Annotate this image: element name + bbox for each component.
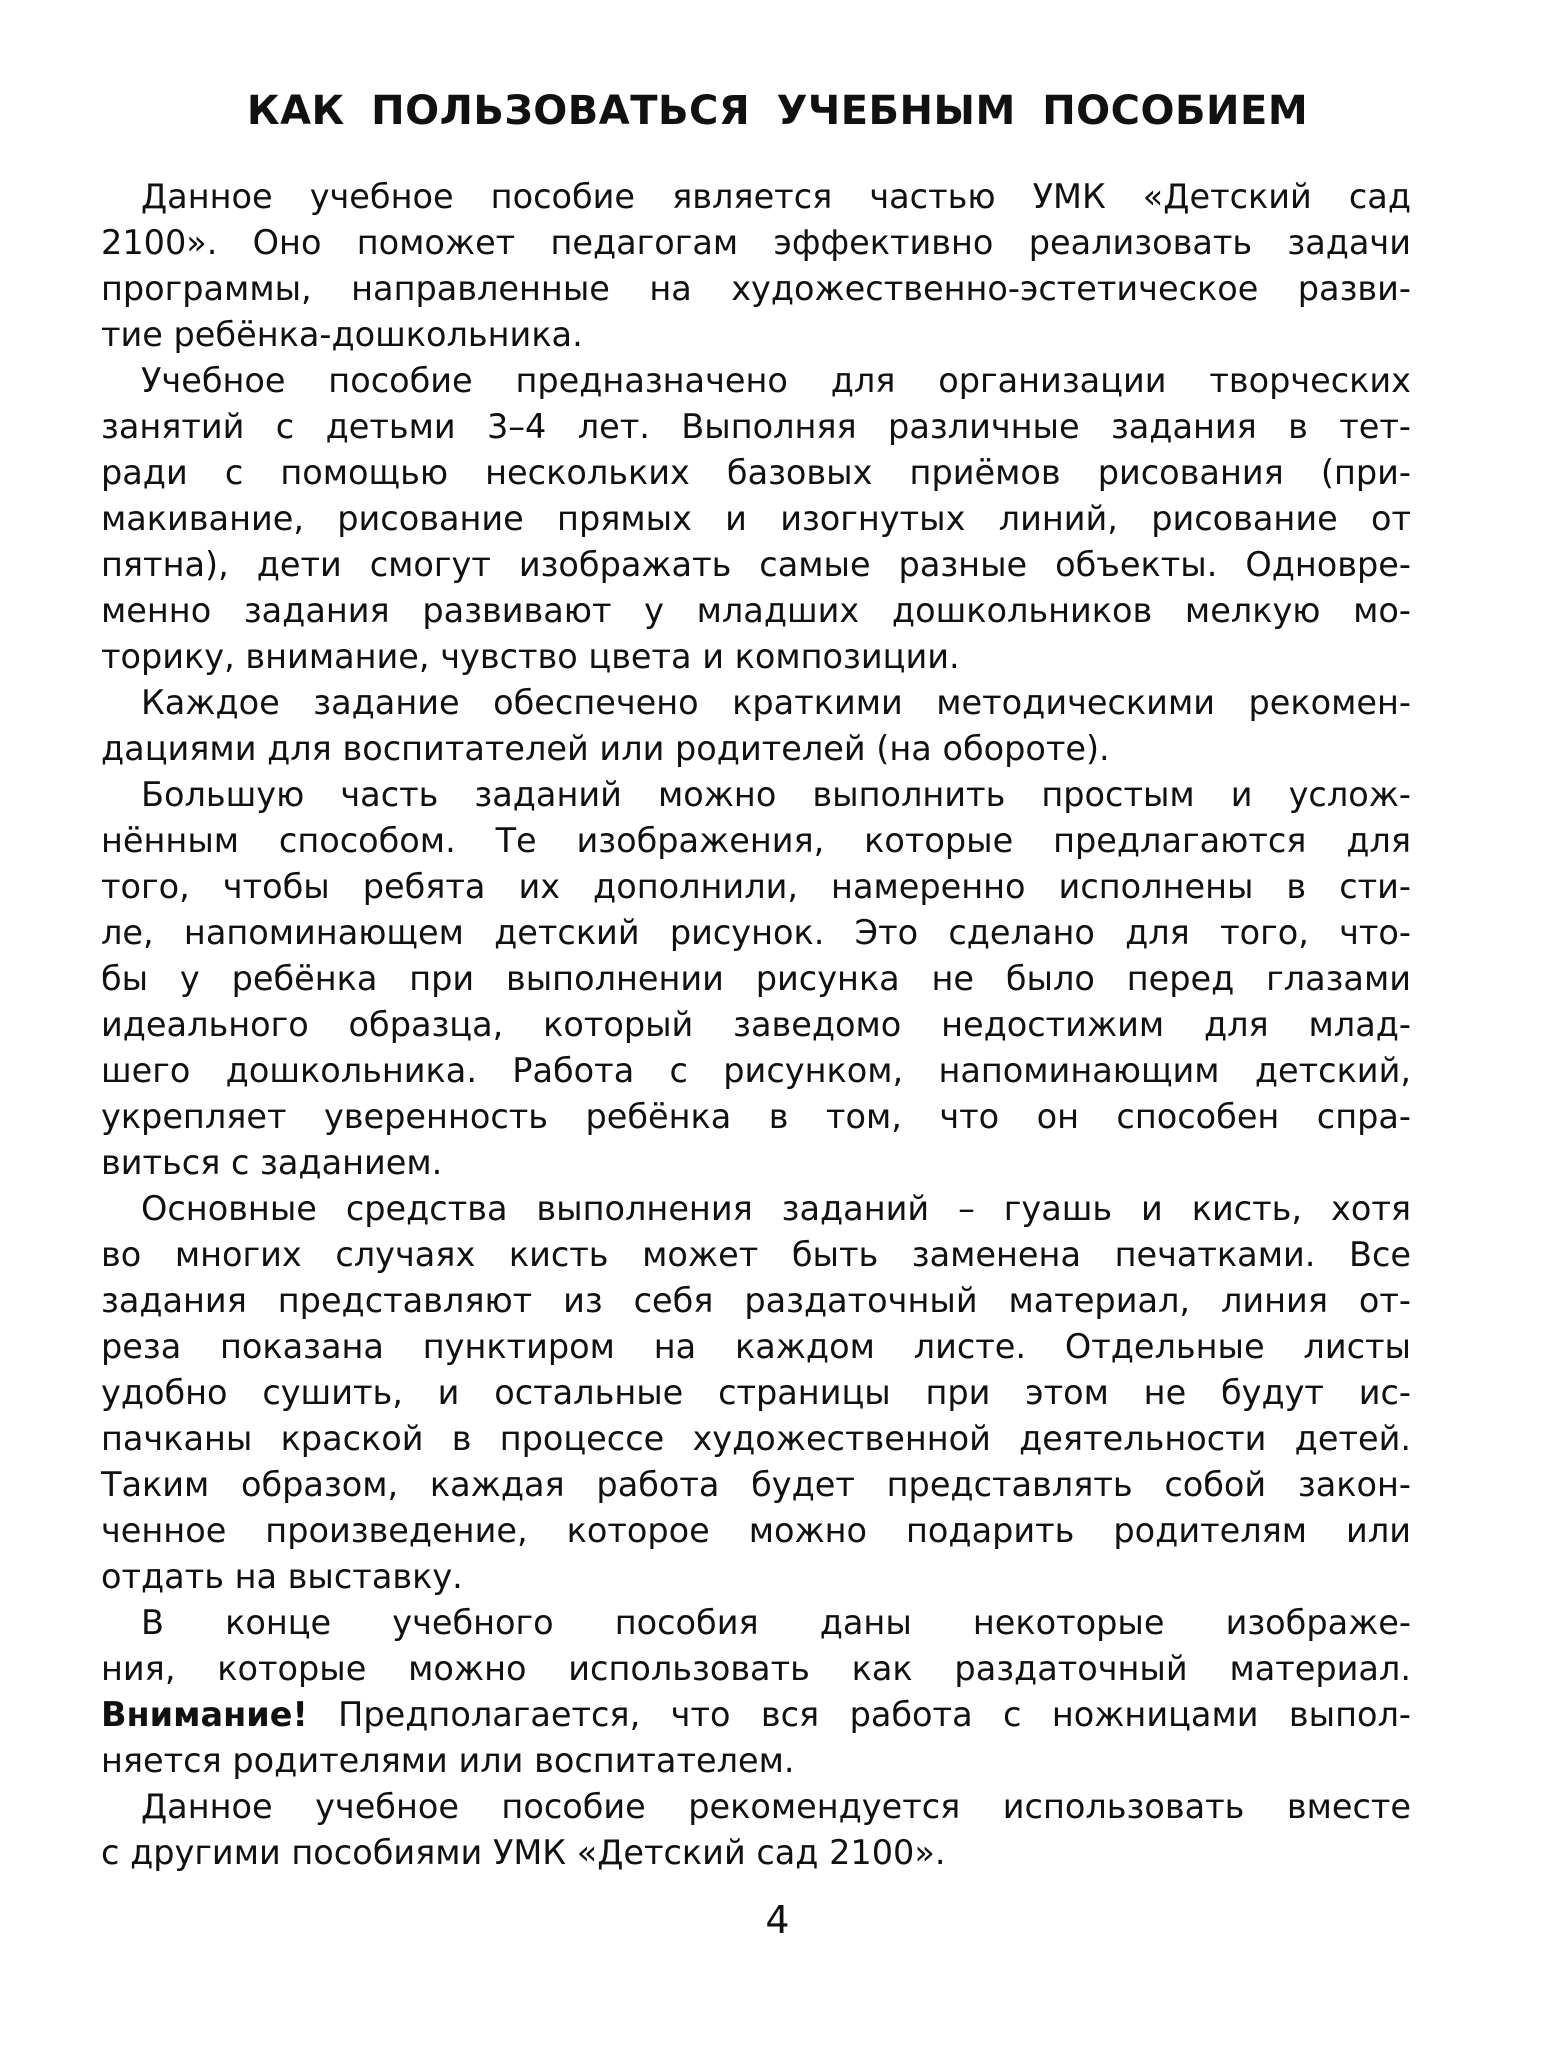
text-line: задания представляют из себя раздаточный материал, линия от- (101, 1281, 1411, 1320)
text-line: укрепляет уверенность ребёнка в том, что он способен спра- (101, 1097, 1411, 1136)
text-line: шего дошкольника. Работа с рисунком, напоминающим детский, (101, 1051, 1411, 1090)
text-line: идеального образца, который заведомо недостижим для млад- (101, 1005, 1411, 1044)
page-title: КАК ПОЛЬЗОВАТЬСЯ УЧЕБНЫМ ПОСОБИЕМ (246, 88, 1309, 134)
text-line: дациями для воспитателей или родителей (на обороте). (101, 729, 1110, 768)
text-line: реза показана пунктиром на каждом листе. Отдельные листы (101, 1327, 1411, 1366)
text-run: Предполагается, что вся работа с ножницами выпол- (307, 1695, 1411, 1734)
text-line: Основные средства выполнения заданий – гуашь и кисть, хотя (141, 1189, 1411, 1228)
text-line: отдать на выставку. (101, 1557, 463, 1596)
text-line: тие ребёнка-дошкольника. (101, 315, 583, 354)
text-line: Каждое задание обеспечено краткими методическими рекомен- (141, 683, 1411, 722)
text-line: макивание, рисование прямых и изогнутых линий, рисование от (101, 499, 1411, 538)
text-line: бы у ребёнка при выполнении рисунка не было перед глазами (101, 959, 1411, 998)
text-line: Учебное пособие предназначено для организации творческих (141, 361, 1411, 400)
text-line: удобно сушить, и остальные страницы при этом не будут ис- (101, 1373, 1411, 1412)
text-line: торику, внимание, чувство цвета и композиции. (101, 637, 960, 676)
text-line: Таким образом, каждая работа будет представлять собой закон- (101, 1465, 1411, 1504)
text-line: 2100». Оно поможет педагогам эффективно реализовать задачи (101, 223, 1411, 262)
text-line: ради с помощью нескольких базовых приёмов рисования (при- (101, 453, 1411, 492)
text-line: ния, которые можно использовать как раздаточный материал. (101, 1649, 1411, 1688)
attention-label: Внимание! (101, 1695, 308, 1734)
text-line: занятий с детьми 3–4 лет. Выполняя различные задания в тет- (101, 407, 1411, 446)
text-line: менно задания развивают у младших дошкольников мелкую мо- (101, 591, 1411, 630)
text-line: Большую часть заданий можно выполнить простым и услож- (141, 775, 1411, 814)
text-line: Данное учебное пособие является частью УМК «Детский сад (141, 177, 1411, 216)
text-line: ченное произведение, которое можно подарить родителям или (101, 1511, 1411, 1550)
text-line (101, 1692, 1411, 1738)
text-line: нённым способом. Те изображения, которые предлагаются для (101, 821, 1411, 860)
body-text (101, 174, 1411, 1876)
text-line: виться с заданием. (101, 1143, 443, 1182)
page-number: 4 (765, 1898, 790, 1942)
text-line: пятна), дети смогут изображать самые разные объекты. Одновре- (101, 545, 1411, 584)
text-line: с другими пособиями УМК «Детский сад 2100». (101, 1833, 946, 1872)
text-line: В конце учебного пособия даны некоторые изображе- (141, 1603, 1411, 1642)
text-line: программы, направленные на художественно-эстетическое разви- (101, 269, 1411, 308)
text-line: няется родителями или воспитателем. (101, 1741, 795, 1780)
text-line: ле, напоминающем детский рисунок. Это сделано для того, что- (101, 913, 1411, 952)
text-line: во многих случаях кисть может быть заменена печатками. Все (101, 1235, 1411, 1274)
text-line: того, чтобы ребята их дополнили, намеренно исполнены в сти- (101, 867, 1411, 906)
text-line: пачканы краской в процессе художественной деятельности детей. (101, 1419, 1411, 1458)
text-line: Данное учебное пособие рекомендуется использовать вместе (141, 1787, 1411, 1826)
